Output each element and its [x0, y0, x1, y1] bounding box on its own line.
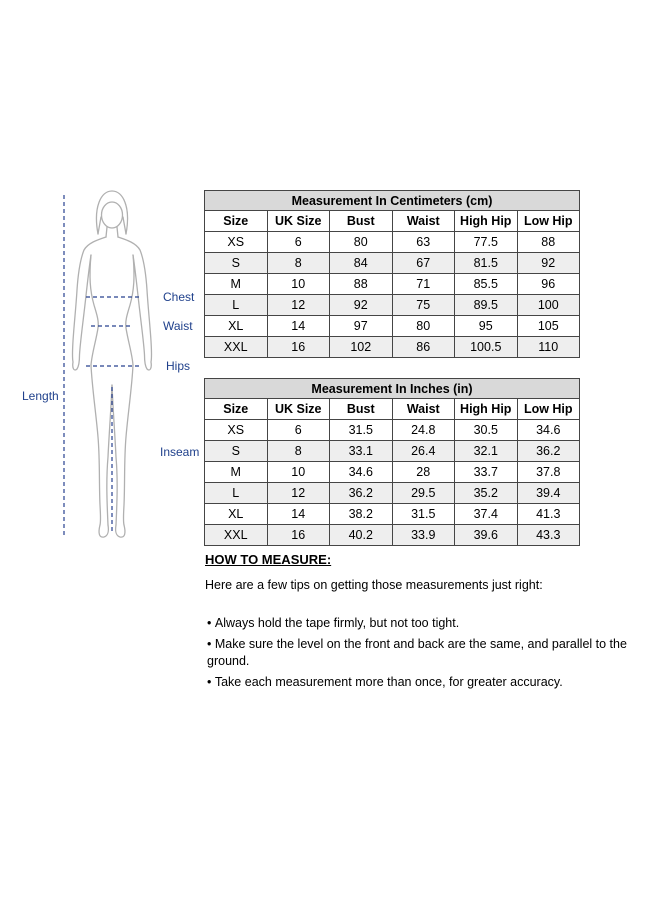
- inches-size-table: [204, 378, 580, 546]
- size-cell: 6: [267, 232, 330, 253]
- table-title-row: [205, 191, 580, 211]
- size-cell: 88: [330, 274, 393, 295]
- size-cell: 71: [392, 274, 455, 295]
- size-cell: 26.4: [392, 441, 455, 462]
- column-header: Waist: [392, 211, 455, 232]
- size-cell: 31.5: [392, 504, 455, 525]
- measure-tips-list: [205, 615, 657, 691]
- size-row: [205, 274, 580, 295]
- column-header-row: [205, 399, 580, 420]
- size-cell: 10: [267, 462, 330, 483]
- size-cell: 28: [392, 462, 455, 483]
- size-cell: 29.5: [392, 483, 455, 504]
- size-cell: XS: [205, 420, 268, 441]
- size-cell: 12: [267, 483, 330, 504]
- size-cell: 38.2: [330, 504, 393, 525]
- how-to-measure-intro: Here are a few tips on getting those measurements just right:: [205, 577, 543, 592]
- size-row: [205, 295, 580, 316]
- size-cell: 41.3: [517, 504, 580, 525]
- size-cell: 6: [267, 420, 330, 441]
- size-cell: 89.5: [455, 295, 518, 316]
- size-cell: 84: [330, 253, 393, 274]
- size-row: [205, 316, 580, 337]
- size-row: [205, 483, 580, 504]
- column-header: High Hip: [455, 211, 518, 232]
- size-cell: 92: [330, 295, 393, 316]
- size-cell: 33.9: [392, 525, 455, 546]
- column-header: High Hip: [455, 399, 518, 420]
- column-header: Low Hip: [517, 211, 580, 232]
- size-cell: XL: [205, 504, 268, 525]
- how-to-measure-section: [205, 551, 657, 695]
- size-cell: 37.4: [455, 504, 518, 525]
- size-cell: S: [205, 441, 268, 462]
- measurement-dashed-lines: [64, 195, 140, 537]
- size-cell: 35.2: [455, 483, 518, 504]
- column-header: Low Hip: [517, 399, 580, 420]
- column-header: UK Size: [267, 399, 330, 420]
- size-cell: 31.5: [330, 420, 393, 441]
- size-cell: 36.2: [330, 483, 393, 504]
- size-cell: 8: [267, 253, 330, 274]
- inseam-label: Inseam: [160, 445, 200, 459]
- size-cell: 37.8: [517, 462, 580, 483]
- size-cell: 95: [455, 316, 518, 337]
- size-row: [205, 337, 580, 358]
- size-cell: XS: [205, 232, 268, 253]
- size-row: [205, 441, 580, 462]
- hips-label: Hips: [166, 359, 191, 373]
- size-cell: 12: [267, 295, 330, 316]
- waist-label: Waist: [163, 319, 193, 333]
- size-cell: 34.6: [517, 420, 580, 441]
- cm-size-table: [204, 190, 580, 358]
- how-to-measure-heading: HOW TO MEASURE:: [205, 552, 332, 567]
- size-cell: 36.2: [517, 441, 580, 462]
- size-cell: 30.5: [455, 420, 518, 441]
- size-row: [205, 253, 580, 274]
- size-cell: 33.7: [455, 462, 518, 483]
- size-row: [205, 504, 580, 525]
- size-cell: 40.2: [330, 525, 393, 546]
- column-header: Bust: [330, 211, 393, 232]
- size-cell: L: [205, 483, 268, 504]
- size-cell: 88: [517, 232, 580, 253]
- size-cell: 14: [267, 316, 330, 337]
- size-cell: 92: [517, 253, 580, 274]
- size-cell: 43.3: [517, 525, 580, 546]
- size-cell: 85.5: [455, 274, 518, 295]
- size-cell: 81.5: [455, 253, 518, 274]
- column-header: UK Size: [267, 211, 330, 232]
- size-cell: 100.5: [455, 337, 518, 358]
- measure-tip: • Always hold the tape firmly, but not too tight.: [205, 615, 657, 632]
- column-header: Size: [205, 211, 268, 232]
- length-label: Length: [22, 389, 59, 403]
- size-cell: 24.8: [392, 420, 455, 441]
- size-cell: M: [205, 462, 268, 483]
- size-cell: S: [205, 253, 268, 274]
- size-row: [205, 525, 580, 546]
- size-cell: 96: [517, 274, 580, 295]
- size-cell: 97: [330, 316, 393, 337]
- measure-tip: • Make sure the level on the front and back are the same, and parallel to the ground.: [205, 636, 657, 670]
- table-title-row: [205, 379, 580, 399]
- size-cell: 77.5: [455, 232, 518, 253]
- size-cell: 80: [330, 232, 393, 253]
- size-cell: 14: [267, 504, 330, 525]
- size-cell: 67: [392, 253, 455, 274]
- inches-table-body: [205, 420, 580, 546]
- size-cell: 16: [267, 337, 330, 358]
- size-cell: 86: [392, 337, 455, 358]
- size-cell: 39.6: [455, 525, 518, 546]
- column-header: Bust: [330, 399, 393, 420]
- size-cell: XL: [205, 316, 268, 337]
- size-cell: 33.1: [330, 441, 393, 462]
- size-cell: 102: [330, 337, 393, 358]
- size-cell: 110: [517, 337, 580, 358]
- table-title: Measurement In Centimeters (cm): [205, 191, 580, 211]
- size-cell: XXL: [205, 525, 268, 546]
- size-cell: 34.6: [330, 462, 393, 483]
- size-row: [205, 232, 580, 253]
- size-row: [205, 420, 580, 441]
- size-cell: 80: [392, 316, 455, 337]
- table-title: Measurement In Inches (in): [205, 379, 580, 399]
- size-cell: 32.1: [455, 441, 518, 462]
- size-cell: 10: [267, 274, 330, 295]
- size-cell: L: [205, 295, 268, 316]
- size-cell: 8: [267, 441, 330, 462]
- column-header-row: [205, 211, 580, 232]
- size-cell: 16: [267, 525, 330, 546]
- size-cell: 39.4: [517, 483, 580, 504]
- size-row: [205, 462, 580, 483]
- size-cell: M: [205, 274, 268, 295]
- size-cell: 75: [392, 295, 455, 316]
- cm-table-body: [205, 232, 580, 358]
- size-cell: 100: [517, 295, 580, 316]
- measure-tip: • Take each measurement more than once, for greater accuracy.: [205, 674, 657, 691]
- size-cell: 105: [517, 316, 580, 337]
- size-cell: XXL: [205, 337, 268, 358]
- column-header: Size: [205, 399, 268, 420]
- size-cell: 63: [392, 232, 455, 253]
- column-header: Waist: [392, 399, 455, 420]
- chest-label: Chest: [163, 290, 195, 304]
